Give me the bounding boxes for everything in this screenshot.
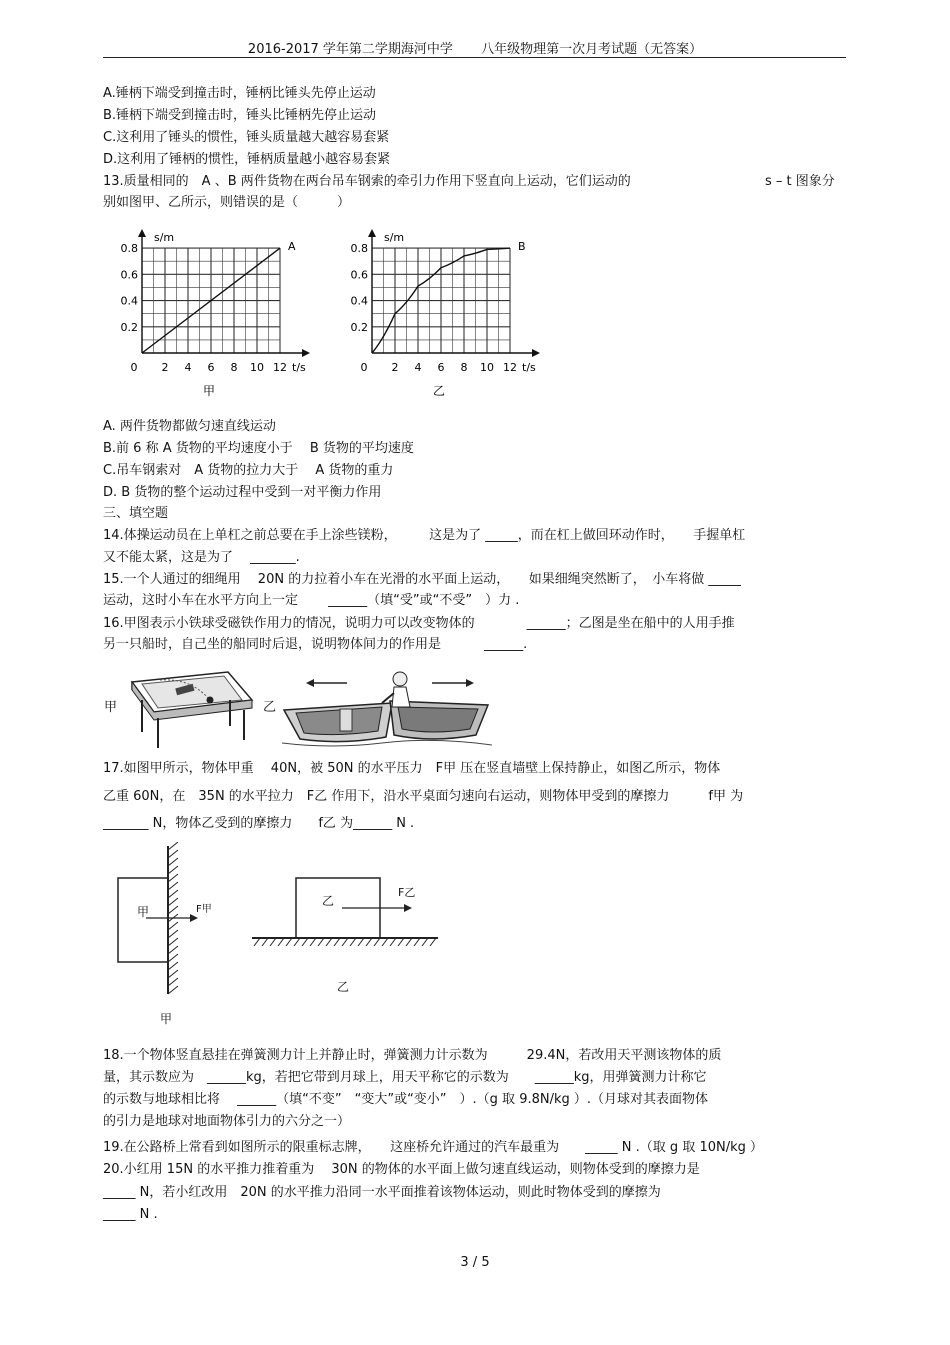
q17-line2: 乙重 60N，在 35N 的水平拉力 F乙 作用下，沿水平桌面匀速向右运动，则物体甲受到的摩擦力 f甲 为 [103, 789, 744, 804]
x-axis-arrow [532, 349, 540, 357]
x-axis-label: t/s [292, 361, 306, 374]
y-tick-label: 0.6 [350, 268, 368, 282]
x-tick-label: 0 [360, 361, 368, 374]
q14-line1: 14.体操运动员在上单杠之前总要在手上涂些镁粉， 这是为了 _____，而在杠上做回环动作时， 手握单杠 [103, 528, 746, 543]
fig17-block-jia: 甲 [137, 905, 150, 919]
fig17-table-diagram [250, 870, 440, 950]
y-tick-label: 0.8 [120, 242, 138, 256]
y-axis-label: s/m [384, 231, 405, 244]
header-divider [103, 57, 846, 58]
fig17-wall-diagram [110, 842, 220, 1002]
q18-line2: 量，其示数应为 ______kg，若把它带到月球上，用天平称它的示数为 ______kg，用弹簧测力计称它 [103, 1070, 707, 1085]
fig16-magnet-table [120, 660, 260, 750]
q15-line1: 15.一个人通过的细绳用 20N 的力拉着小车在光滑的水平面上运动， 如果细绳突然断了， 小车将做 _____ [103, 572, 741, 587]
q13-stem-line2: 别如图甲、乙所示，则错误的是（ ） [103, 195, 351, 210]
q15-line2: 运动，这时小车在水平方向上一定 ______（填“受”或“不受” ）力 . [103, 593, 520, 608]
q20-line1: 20.小红用 15N 的水平推力推着重为 30N 的物体的水平面上做匀速直线运动，则物体受到的摩擦力是 [103, 1162, 700, 1177]
y-tick-label: 0.4 [120, 294, 138, 308]
x-tick-label: 12 [273, 361, 287, 374]
q14-line2: 又不能太紧，这是为了 _______. [103, 550, 300, 565]
q13-option-c: C.吊车钢索对 A 货物的拉力大于 A 货物的重力 [103, 463, 394, 478]
q12-option-b: B.锤柄下端受到撞击时，锤头比锤柄先停止运动 [103, 108, 377, 123]
x-tick-label: 4 [414, 361, 422, 374]
q20-line3: _____ N . [103, 1207, 158, 1222]
y-axis-arrow [368, 229, 376, 237]
x-tick-label: 6 [207, 361, 215, 374]
fig16-boats [282, 665, 492, 750]
chart-caption: 乙 [432, 384, 446, 398]
chart-yi [340, 225, 555, 400]
x-tick-label: 10 [480, 361, 494, 374]
q13-stem-line1: 13.质量相同的 A 、B 两件货物在两台吊车钢索的牵引力作用下竖直向上运动，它们运动的 [103, 174, 631, 189]
y-tick-label: 0.2 [120, 320, 138, 334]
fig17-force-jia: F甲 [196, 904, 212, 915]
x-tick-label: 0 [130, 361, 138, 374]
q12-option-c: C.这利用了锤头的惯性，锤头质量越大越容易套紧 [103, 130, 390, 145]
fig17-block-yi: 乙 [322, 894, 335, 908]
q18-line3: 的示数与地球相比将 ______（填“不变” “变大”或“变小” ）.（g 取 9.8N/kg ）.（月球对其表面物体 [103, 1092, 709, 1107]
chart-jia [110, 225, 325, 400]
y-axis-arrow [138, 229, 146, 237]
q19-line: 19.在公路桥上常看到如图所示的限重标志牌， 这座桥允许通过的汽车最重为 _____ N .（取 g 取 10N/kg ） [103, 1140, 764, 1155]
section-heading: 三、填空题 [103, 506, 169, 521]
page-header [0, 38, 950, 57]
q18-line4: 的引力是地球对地面物体引力的六分之一） [103, 1114, 351, 1129]
y-tick-label: 0.2 [350, 320, 368, 334]
q17-line1: 17.如图甲所示，物体甲重 40N，被 50N 的水平压力 F甲 压在竖直墙壁上保持静止，如图乙所示，物体 [103, 761, 721, 776]
q16-line1: 16.甲图表示小铁球受磁铁作用力的情况，说明力可以改变物体的 ______；乙图是坐在船中的人用手推 [103, 616, 735, 631]
x-tick-label: 6 [437, 361, 445, 374]
y-tick-label: 0.4 [350, 294, 368, 308]
q18-line1: 18.一个物体竖直悬挂在弹簧测力计上并静止时，弹簧测力计示数为 29.4N，若改用天平测该物体的质 [103, 1048, 722, 1063]
q12-option-a: A.锤柄下端受到撞击时，锤柄比锤头先停止运动 [103, 86, 376, 101]
x-tick-label: 4 [184, 361, 192, 374]
fig16-label-yi: 乙 [263, 700, 277, 715]
x-tick-label: 10 [250, 361, 264, 374]
x-axis-label: t/s [522, 361, 536, 374]
chart-caption: 甲 [202, 384, 216, 398]
header-title: 八年级物理第一次月考试题（无答案） [481, 42, 703, 57]
q16-line2: 另一只船时，自己坐的船同时后退，说明物体间力的作用是 ______. [103, 637, 528, 652]
q12-option-d: D.这利用了锤柄的惯性，锤柄质量越小越容易套紧 [103, 152, 391, 167]
q20-line2: _____ N，若小红改用 20N 的水平推力沿同一水平面推着该物体运动，则此时物体受到的摩擦为 [103, 1185, 661, 1200]
x-tick-label: 2 [161, 361, 169, 374]
x-axis-arrow [302, 349, 310, 357]
y-axis-label: s/m [154, 231, 175, 244]
y-tick-label: 0.6 [120, 268, 138, 282]
q17-line3: _______ N，物体乙受到的摩擦力 f乙 为______ N . [103, 816, 415, 831]
q13-stem-right: s – t 图象分 [765, 174, 835, 189]
series-label: B [518, 240, 526, 254]
header-school: 2016-2017 学年第二学期海河中学 [247, 42, 453, 57]
x-tick-label: 12 [503, 361, 517, 374]
fig17-caption-jia: 甲 [160, 1012, 173, 1026]
y-tick-label: 0.8 [350, 242, 368, 256]
q13-option-b: B.前 6 称 A 货物的平均速度小于 B 货物的平均速度 [103, 441, 414, 456]
q13-option-d: D. B 货物的整个运动过程中受到一对平衡力作用 [103, 485, 382, 500]
x-tick-label: 8 [460, 361, 468, 374]
series-label: A [288, 240, 296, 254]
q13-option-a: A. 两件货物都做匀速直线运动 [103, 419, 276, 434]
x-tick-label: 2 [391, 361, 399, 374]
fig17-caption-yi: 乙 [337, 980, 350, 994]
x-tick-label: 8 [230, 361, 238, 374]
page-number: 3 / 5 [460, 1255, 490, 1270]
fig17-force-yi: F乙 [398, 886, 416, 899]
fig16-label-jia: 甲 [104, 700, 118, 715]
